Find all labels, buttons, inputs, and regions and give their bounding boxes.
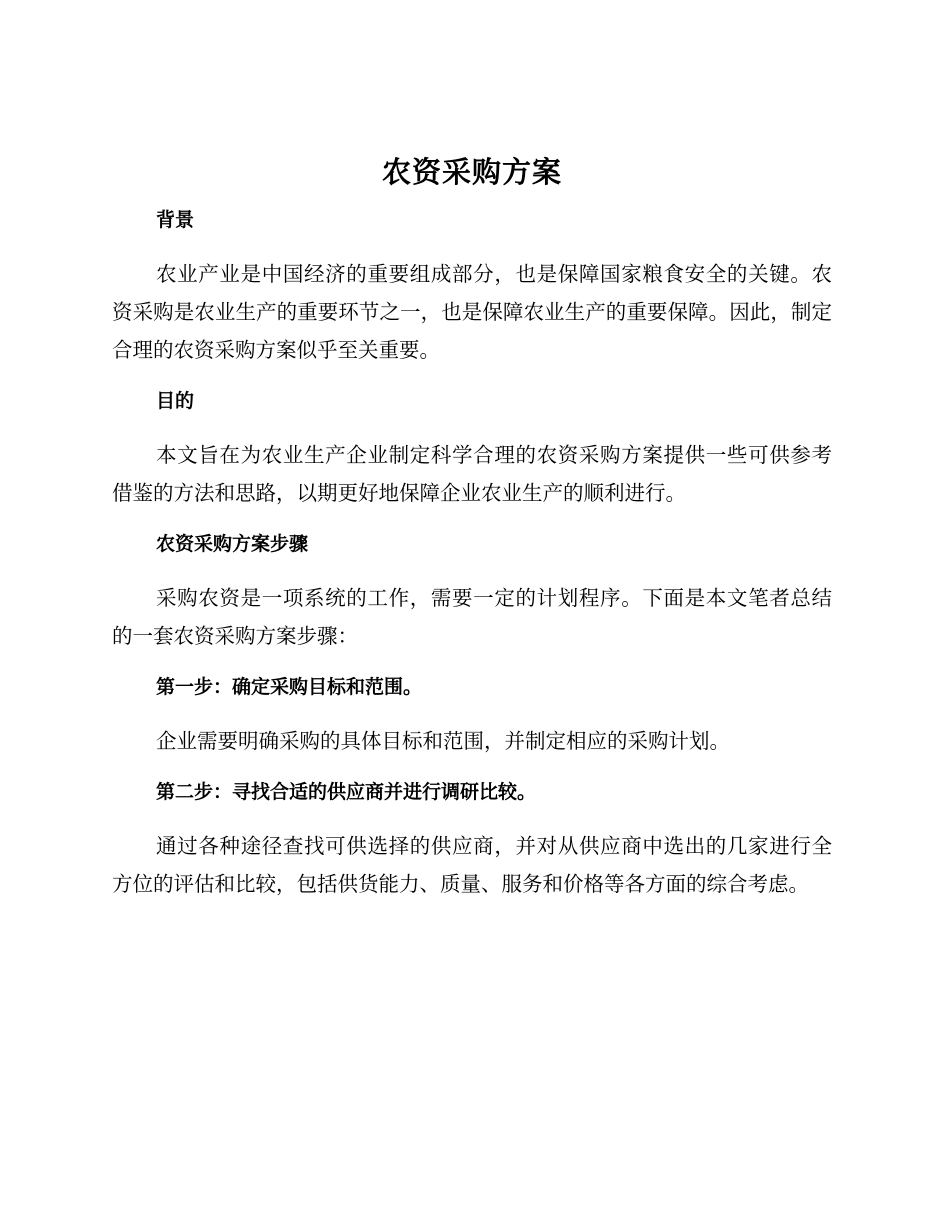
section-heading-background: 背景 [156,209,195,231]
document-title: 农资采购方案 [381,155,562,189]
document-body [112,148,832,903]
paragraph-background: 农业产业是中国经济的重要组成部分，也是保障国家粮食安全的关键。农资采购是农业生产的重要环节之一，也是保障农业生产的重要保障。因此，制定合理的农资采购方案似乎至关重要。 [112,262,832,362]
step-2-text: 通过各种途径查找可供选择的供应商，并对从供应商中选出的几家进行全方位的评估和比较，包括供货能力、质量、服务和价格等各方面的综合考虑。 [112,834,832,896]
paragraph-steps-intro: 采购农资是一项系统的工作，需要一定的计划程序。下面是本文笔者总结的一套农资采购方案步骤： [112,586,832,648]
paragraph-purpose: 本文旨在为农业生产企业制定科学合理的农资采购方案提供一些可供参考借鉴的方法和思路，以期更好地保障企业农业生产的顺利进行。 [112,443,832,505]
step-2-heading: 第二步：寻找合适的供应商并进行调研比较。 [156,781,537,803]
step-1-text: 企业需要明确采购的具体目标和范围，并制定相应的采购计划。 [156,729,730,753]
section-heading-steps: 农资采购方案步骤 [156,533,309,555]
step-1-heading: 第一步：确定采购目标和范围。 [156,676,423,698]
section-heading-purpose: 目的 [156,390,195,412]
